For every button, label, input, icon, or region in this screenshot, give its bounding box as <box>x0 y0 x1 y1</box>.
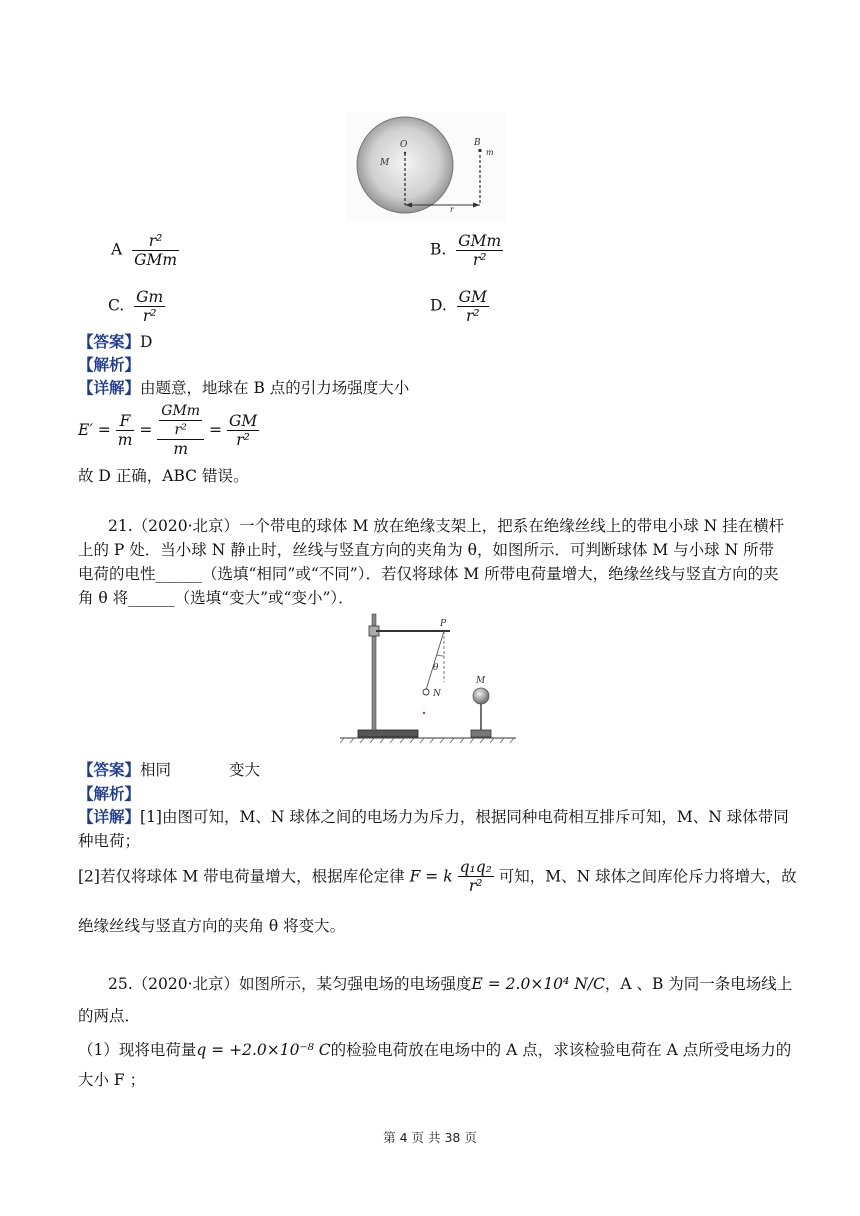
q20-answer: 【答案】D <box>78 333 153 351</box>
page-footer: 第 4 页 共 38 页 <box>383 1130 477 1145</box>
q21-detail-2: [2]若仅将球体 M 带电荷量增大，根据库伦定律 F = k $\frac{\text{q₁q₂}}{\text{r²}}$ 可知，M、N 球体之间库伦斥力将增大，故 <box>78 858 797 895</box>
label-p: P <box>440 619 447 629</box>
q21-line2: 上的 P 处．当小球 N 静止时，丝线与竖直方向的夹角为 θ，如图所示．可判断球体 M 与小球 N 所带 <box>78 541 775 559</box>
sphere-label-o: O <box>400 140 408 150</box>
q20-formula: E′ = $\frac{F}{m}$ = $\frac{\frac{\text{GMm}}{\text{r²}}}{m}$ = $\frac{GM}{\text{r²}}$ <box>78 403 258 458</box>
option-a-fraction: $\frac{\text{r²}}{\text{GMm}}$ <box>134 232 178 269</box>
label-theta: θ <box>433 663 439 673</box>
coulomb-fraction: $\frac{\text{q₁q₂}}{\text{r²}}$ <box>459 858 492 895</box>
q21-line4: 角 θ 将______（选填“变大”或“变小”）． <box>78 589 354 607</box>
point-label-m: m <box>486 148 494 157</box>
label-n: N <box>433 689 441 699</box>
distance-label-r: r <box>450 205 454 214</box>
formula-compound-fraction: $\frac{\frac{\text{GMm}}{\text{r²}}}{m}$ <box>157 402 204 458</box>
q21-line1: 21.（2020·北京）一个带电的球体 M 放在绝缘支架上，把系在绝缘丝线上的带电小球 N 挂在横杆 <box>108 517 785 535</box>
option-a: A $\frac{\text{r²}}{\text{GMm}}$ <box>111 232 178 269</box>
q20-conclusion: 故 D 正确，ABC 错误。 <box>78 467 249 485</box>
q25-line3: （1）现将电荷量q = +2.0×10⁻⁸ C的检验电荷放在电场中的 A 点，求该检验电荷在 A 点所受电场力的 <box>78 1041 792 1059</box>
sphere-label-m: M <box>380 158 390 168</box>
q25-line1: 25.（2020·北京）如图所示，某匀强电场的电场强度E = 2.0×10⁴ N/C，A 、B 为同一条电场线上 <box>108 975 793 993</box>
formula-result: $\frac{GM}{\text{r²}}$ <box>228 411 258 449</box>
option-b-fraction: $\frac{\text{GMm}}{\text{r²}}$ <box>458 232 502 269</box>
formula-f-over-m: $\frac{F}{m}$ <box>117 411 133 449</box>
q21-answer: 【答案】相同 变大 <box>78 761 261 779</box>
label-m: M <box>476 676 486 686</box>
option-c-fraction: $\frac{Gm}{\text{r²}}$ <box>136 288 164 325</box>
option-d-fraction: $\frac{GM}{\text{r²}}$ <box>458 288 487 325</box>
q21-detail-1b: 种电荷； <box>78 832 141 850</box>
apparatus-figure <box>340 612 516 746</box>
q21-detail-2b: 绝缘丝线与竖直方向的夹角 θ 将变大。 <box>78 917 346 935</box>
q21-line3: 电荷的电性______（选填“相同”或“不同”）．若仅将球体 M 所带电荷量增大，绝缘丝线与竖直方向的夹 <box>78 565 779 583</box>
option-c: C. $\frac{Gm}{\text{r²}}$ <box>108 288 164 325</box>
q21-analysis: 【解析】 <box>78 785 141 803</box>
q20-detail: 【详解】由题意，地球在 B 点的引力场强度大小 <box>78 379 410 397</box>
q25-line2: 的两点． <box>78 1007 141 1025</box>
q25-line4: 大小 F ； <box>78 1071 146 1089</box>
option-d: D. $\frac{GM}{\text{r²}}$ <box>430 288 487 325</box>
q20-analysis: 【解析】 <box>78 356 141 374</box>
option-b: B. $\frac{\text{GMm}}{\text{r²}}$ <box>430 232 502 269</box>
q21-detail-1a: 【详解】[1]由图可知，M、N 球体之间的电场力为斥力，根据同种电荷相互排斥可知，M、N 球体带同 <box>78 808 789 826</box>
point-label-b: B <box>474 138 481 148</box>
sphere-figure <box>346 113 506 221</box>
